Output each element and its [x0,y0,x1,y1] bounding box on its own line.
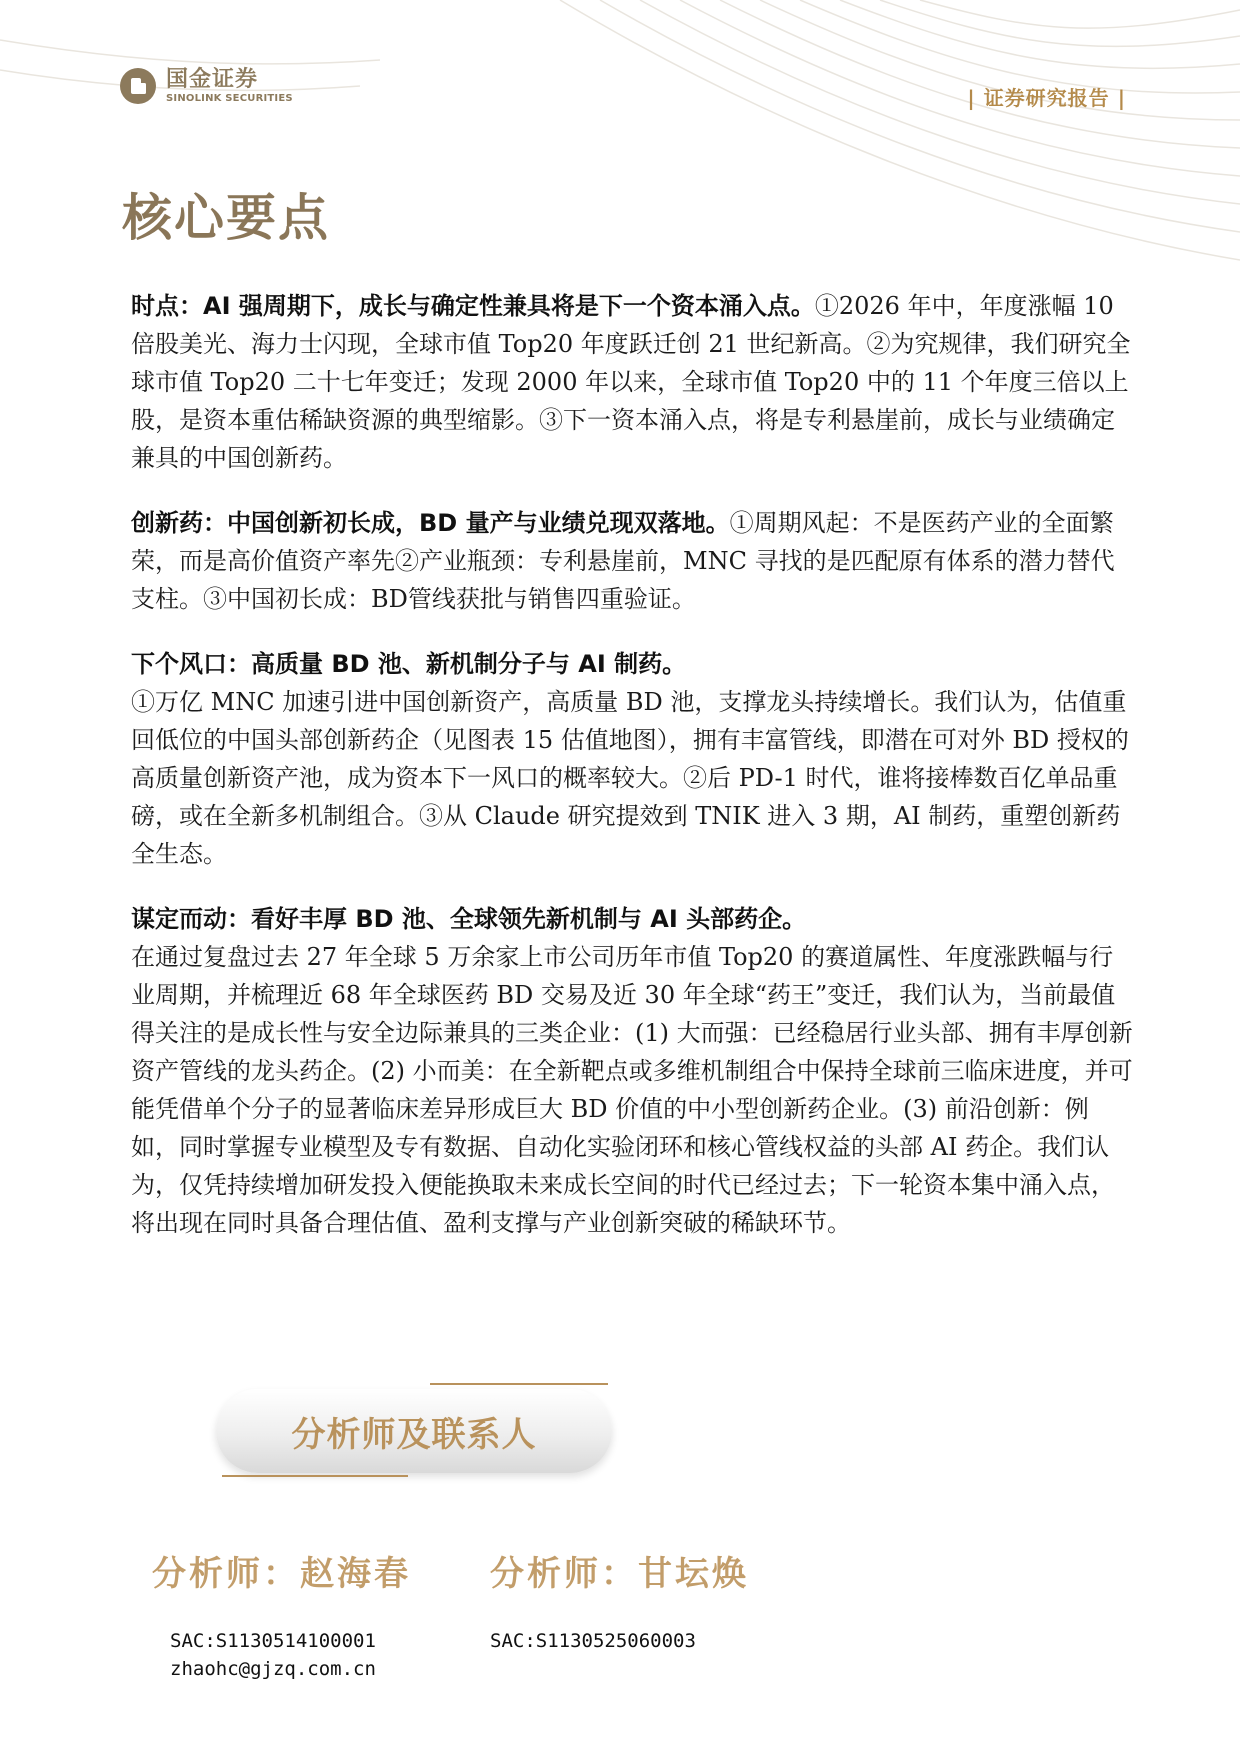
paragraph-body: ①周期风起：不是医药产业的全面繁荣，而是高价值资产率先②产业瓶颈：专利悬崖前，MNC 寻找的是匹配原有体系的潜力替代支柱。③中国初长成：BD管线获批与销售四重验证。 [131,509,1115,613]
sinolink-logo-icon [118,66,158,106]
paragraph-heading: 时点：AI 强周期下，成长与确定性兼具将是下一个资本涌入点。 [131,292,815,320]
separator-bar: | [1117,86,1126,110]
key-point-paragraph [131,504,1136,618]
analyst-card [152,1546,411,1683]
key-point-paragraph [131,287,1136,477]
analyst-sac-number: SAC:S1130514100001 [170,1630,376,1652]
paragraph-body: ①2026 年中，年度涨幅 10 倍股美光、海力士闪现，全球市值 Top20 年度跃迁创 21 世纪新高。②为究规律，我们研究全球市值 Top20 二十七年变迁；发现 2000 年以来，全球市值 Top20 中的 11 个年度三倍以上股，是资本重估稀缺资源的典型缩影。③下一资本涌入点，将是专利悬崖前，成长与业绩确定兼具的中国创新药。 [131,292,1131,472]
report-type-label [959,82,1134,111]
report-type-text: 证券研究报告 [983,86,1110,110]
logo-chinese-name: 国金证券 [166,66,259,92]
banner-accent-line [222,1475,408,1477]
company-logo [118,66,293,106]
banner-accent-line [430,1383,608,1385]
key-point-paragraph [131,900,1136,1242]
analyst-section-banner [216,1389,612,1473]
key-points-body [131,287,1136,1269]
logo-english-name: SINOLINK SECURITIES [166,92,293,104]
key-point-paragraph [131,645,1136,873]
separator-bar: | [967,86,976,110]
paragraph-heading: 创新药：中国创新初长成，BD 量产与业绩兑现双落地。 [131,509,730,537]
page-title: 核心要点 [122,189,330,247]
analyst-section-title: 分析师及联系人 [291,1414,537,1455]
paragraph-heading: 谋定而动：看好丰厚 BD 池、全球领先新机制与 AI 头部药企。 [131,905,807,933]
analyst-sac-number: SAC:S1130525060003 [490,1630,696,1652]
analyst-name: 分析师：甘坛焕 [490,1554,749,1594]
analyst-name: 分析师：赵海春 [152,1554,411,1594]
paragraph-heading: 下个风口：高质量 BD 池、新机制分子与 AI 制药。 [131,650,687,678]
analyst-email[interactable]: zhaohc@gjzq.com.cn [170,1658,376,1680]
analyst-card [490,1546,749,1655]
paragraph-body: ①万亿 MNC 加速引进中国创新资产，高质量 BD 池，支撑龙头持续增长。我们认为，估值重回低位的中国头部创新药企（见图表 15 估值地图），拥有丰富管线，即潜在可对外 BD 授权的高质量创新资产池，成为资本下一风口的概率较大。②后 PD-1 时代，谁将接棒数百亿单品重磅，或在全新多机制组合。③从 Claude 研究提效到 TNIK 进入 3 期，AI 制药，重塑创新药全生态。 [131,688,1129,868]
paragraph-body: 在通过复盘过去 27 年全球 5 万余家上市公司历年市值 Top20 的赛道属性、年度涨跌幅与行业周期，并梳理近 68 年全球医药 BD 交易及近 30 年全球“药王”变迁，我们认为，当前最值得关注的是成长性与安全边际兼具的三类企业：(1) 大而强：已经稳居行业头部、拥有丰厚创新资产管线的龙头药企。(2) 小而美：在全新靶点或多维机制组合中保持全球前三临床进度，并可能凭借单个分子的显著临床差异形成巨大 BD 价值的中小型创新药企业。(3) 前沿创新：例如，同时掌握专业模型及专有数据、自动化实验闭环和核心管线权益的头部 AI 药企。我们认为，仅凭持续增加研发投入便能换取未来成长空间的时代已经过去；下一轮资本集中涌入点，将出现在同时具备合理估值、盈利支撑与产业创新突破的稀缺环节。 [131,943,1133,1237]
